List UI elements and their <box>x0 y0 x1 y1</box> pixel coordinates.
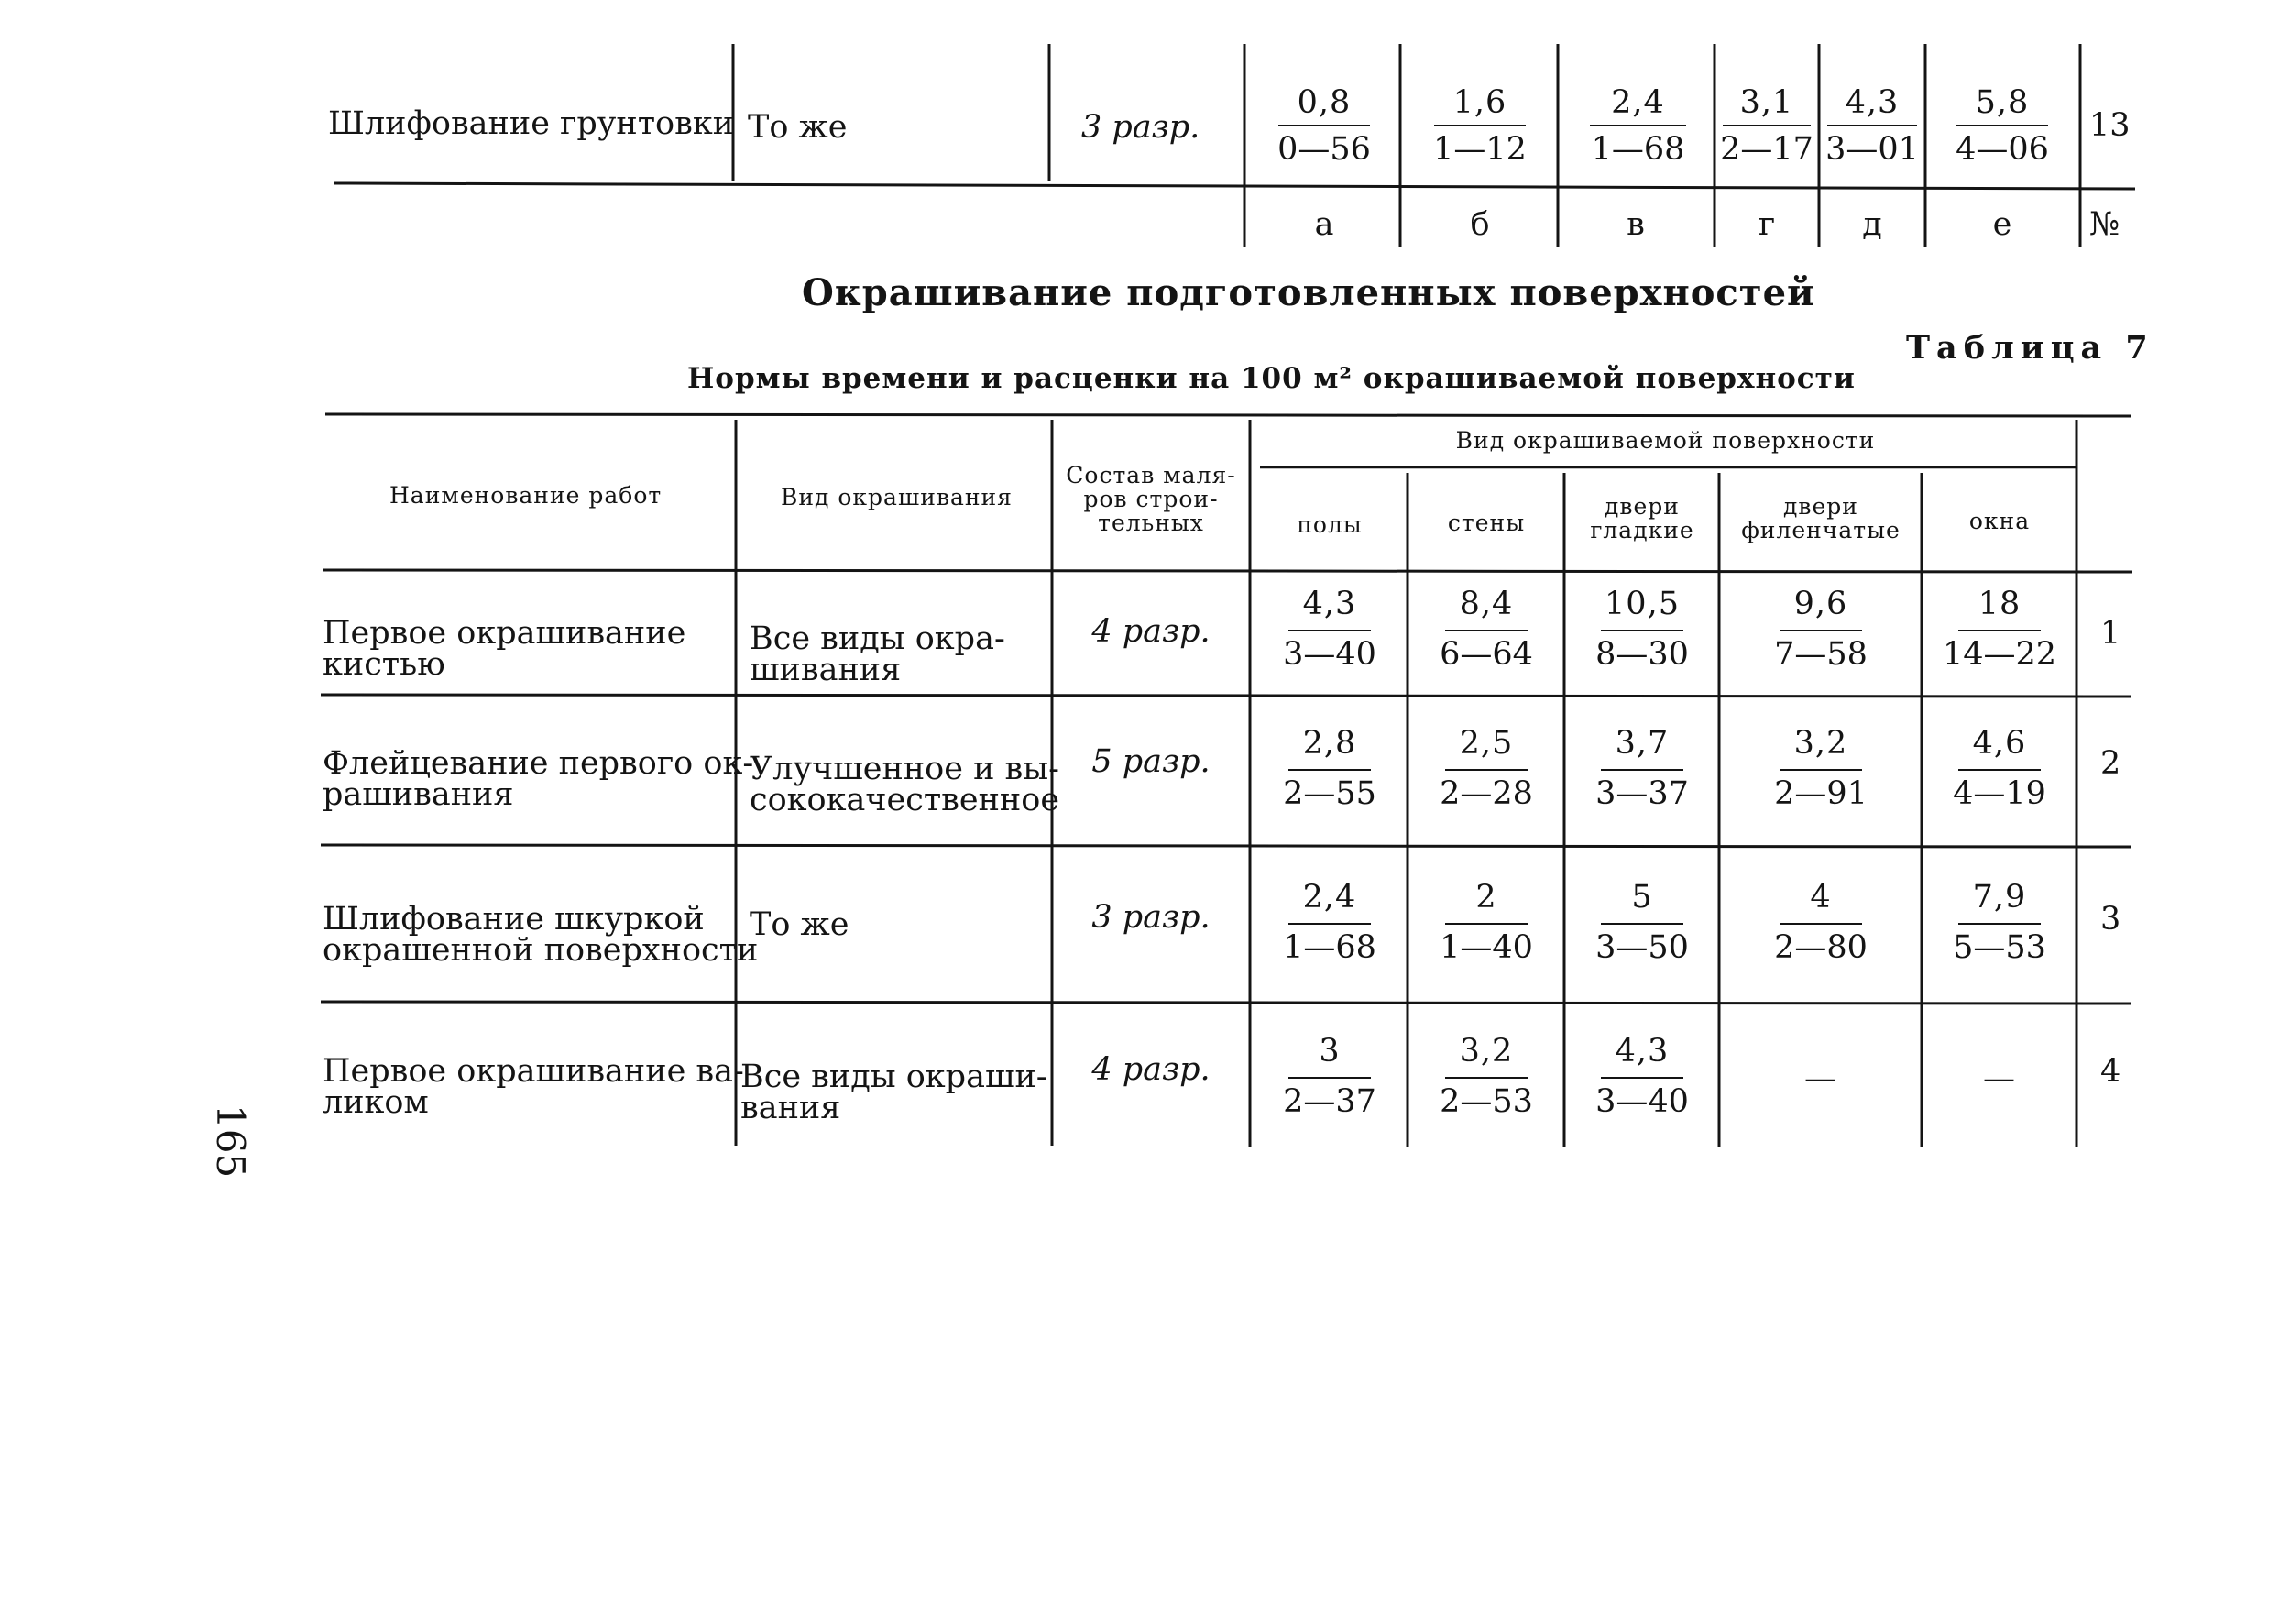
fraction-bar <box>1958 630 2041 631</box>
prev-row-number: 13 <box>2089 107 2131 144</box>
price-value: 3—01 <box>1825 131 1919 168</box>
header-bottom-rule <box>323 570 2132 572</box>
work-name-line2: рашивания <box>323 776 514 813</box>
price-value: 7—58 <box>1774 636 1868 673</box>
header-walls: стены <box>1447 510 1526 536</box>
fraction-bar <box>1723 125 1811 126</box>
fraction-bar <box>1288 630 1371 631</box>
price-value: 4—19 <box>1953 775 2046 812</box>
work-name-line1: Первое окрашивание ва- <box>323 1053 744 1090</box>
fraction-bar <box>1780 769 1862 771</box>
price-value: 3—40 <box>1283 636 1376 673</box>
header-crew-line2: ров строи- <box>1083 486 1219 512</box>
price-value: 3—50 <box>1595 929 1689 966</box>
work-name-line2: окрашенной поверхности <box>323 932 759 969</box>
price-value: 2—80 <box>1774 929 1868 966</box>
painting-kind-line2: сококачественное <box>750 782 1060 818</box>
norm-value: 4,3 <box>1845 84 1900 121</box>
column-letter-c: в <box>1627 206 1645 243</box>
norm-value: 9,6 <box>1793 586 1848 622</box>
fraction-bar <box>1601 630 1683 631</box>
table-label: Таблица 7 <box>1906 329 2154 367</box>
fraction-bar <box>1958 923 2041 925</box>
header-doors-panel-1: двери <box>1783 493 1858 520</box>
row-number: 3 <box>2100 901 2121 938</box>
no-value-dash: — <box>1804 1060 1837 1097</box>
column-letter-a: а <box>1314 206 1334 243</box>
work-name-line1: Шлифование шкуркой <box>323 901 705 938</box>
header-crew-line1: Состав маля- <box>1066 462 1236 488</box>
crew-grade: 4 разр. <box>1091 1051 1211 1088</box>
fraction-bar <box>1278 125 1370 126</box>
row-rule <box>321 1002 2131 1004</box>
norm-value: 7,9 <box>1972 879 2027 916</box>
header-windows: окна <box>1968 508 2031 534</box>
norm-value: 0,8 <box>1297 84 1352 121</box>
price-value: 5—53 <box>1953 929 2046 966</box>
fraction-bar <box>1958 769 2041 771</box>
norm-value: 2,8 <box>1302 725 1357 762</box>
norm-value: 1,6 <box>1452 84 1507 121</box>
price-value: 1—12 <box>1433 131 1527 168</box>
row-number: 1 <box>2100 615 2121 652</box>
number-column-label: № <box>2089 206 2120 243</box>
column-letter-e: д <box>1862 206 1882 243</box>
header-doors-smooth-1: двери <box>1605 493 1680 520</box>
row-rule <box>321 695 2131 697</box>
fraction-bar <box>1956 125 2048 126</box>
norm-value: 2 <box>1475 879 1497 916</box>
norm-value: 4 <box>1810 879 1832 916</box>
norm-value: 2,4 <box>1611 84 1665 121</box>
norm-value: 2,4 <box>1302 879 1357 916</box>
fraction-bar <box>1601 1077 1683 1079</box>
header-doors-panel-2: филенчатые <box>1741 517 1901 543</box>
painting-kind-line1: То же <box>750 906 849 943</box>
norm-value: 3,2 <box>1459 1033 1514 1070</box>
crew-grade: 4 разр. <box>1091 613 1211 650</box>
crew-grade: 3 разр. <box>1091 899 1211 936</box>
price-value: 2—17 <box>1720 131 1813 168</box>
fraction-bar <box>1434 125 1526 126</box>
norm-value: 4,6 <box>1972 725 2027 762</box>
row-rule <box>321 845 2131 847</box>
row-number: 2 <box>2100 745 2121 782</box>
prev-row-crew: 3 разр. <box>1081 109 1200 146</box>
fraction-bar <box>1590 125 1686 126</box>
work-name-line2: кистью <box>323 646 445 683</box>
column-letter-d: г <box>1758 206 1776 243</box>
norm-value: 3,2 <box>1793 725 1848 762</box>
column-letter-b: б <box>1470 206 1490 243</box>
fraction-bar <box>1601 769 1683 771</box>
column-letter-f: е <box>1992 206 2012 243</box>
header-kind: Вид окрашивания <box>781 484 1013 510</box>
price-value: 6—64 <box>1440 636 1533 673</box>
price-value: 1—68 <box>1591 131 1685 168</box>
fraction-bar <box>1445 630 1528 631</box>
price-value: 0—56 <box>1277 131 1371 168</box>
fraction-bar <box>1288 1077 1371 1079</box>
painting-kind-line1: Все виды окраши- <box>740 1059 1047 1095</box>
fraction-bar <box>1780 630 1862 631</box>
price-value: 2—37 <box>1283 1083 1376 1120</box>
fraction-bar <box>1445 1077 1528 1079</box>
header-doors-smooth-2: гладкие <box>1590 517 1694 543</box>
price-value: 3—40 <box>1595 1083 1689 1120</box>
price-value: 2—55 <box>1283 775 1376 812</box>
fraction-bar <box>1445 923 1528 925</box>
table-top-rule <box>325 414 2131 416</box>
work-name-line1: Флейцевание первого ок- <box>323 745 754 782</box>
price-value: 1—68 <box>1283 929 1376 966</box>
prev-table-bottom-rule <box>334 183 2135 189</box>
norm-value: 8,4 <box>1459 586 1514 622</box>
painting-kind-line1: Все виды окра- <box>750 620 1005 657</box>
prev-row-kind: То же <box>748 109 848 146</box>
row-number: 4 <box>2100 1053 2121 1090</box>
fraction-bar <box>1288 769 1371 771</box>
norm-value: 3 <box>1319 1033 1341 1070</box>
price-value: 3—37 <box>1595 775 1689 812</box>
norm-value: 10,5 <box>1605 586 1680 622</box>
norm-value: 4,3 <box>1302 586 1357 622</box>
fraction-bar <box>1780 923 1862 925</box>
header-floors: полы <box>1297 511 1363 538</box>
fraction-bar <box>1288 923 1371 925</box>
header-crew-line3: тельных <box>1098 510 1204 536</box>
painting-kind-line2: шивания <box>750 652 902 688</box>
work-name-line1: Первое окрашивание <box>323 615 686 652</box>
section-title: Окрашивание подготовленных поверхностей <box>802 271 1815 314</box>
table-caption: Нормы времени и расценки на 100 м² окрашиваемой поверхности <box>687 362 1856 395</box>
no-value-dash: — <box>1983 1060 2016 1097</box>
header-name: Наименование работ <box>389 482 663 509</box>
norm-value: 3,7 <box>1615 725 1670 762</box>
norm-value: 5 <box>1631 879 1653 916</box>
fraction-bar <box>1601 923 1683 925</box>
painting-kind-line1: Улучшенное и вы- <box>750 751 1059 787</box>
crew-grade: 5 разр. <box>1091 743 1211 780</box>
fraction-bar <box>1827 125 1917 126</box>
price-value: 2—28 <box>1440 775 1533 812</box>
price-value: 14—22 <box>1942 636 2057 673</box>
norm-value: 3,1 <box>1739 84 1794 121</box>
price-value: 4—06 <box>1956 131 2049 168</box>
painting-kind-line2: вания <box>740 1090 841 1126</box>
norm-value: 2,5 <box>1459 725 1514 762</box>
price-value: 1—40 <box>1440 929 1533 966</box>
work-name-line2: ликом <box>323 1084 429 1121</box>
prev-row-name: Шлифование грунтовки <box>328 105 735 142</box>
page-number: 165 <box>208 1104 253 1179</box>
price-value: 2—53 <box>1440 1083 1533 1120</box>
norm-value: 5,8 <box>1975 84 2030 121</box>
header-surface-group: Вид окрашиваемой поверхности <box>1455 427 1876 454</box>
norm-value: 4,3 <box>1615 1033 1670 1070</box>
norm-value: 18 <box>1978 586 2022 622</box>
price-value: 2—91 <box>1774 775 1868 812</box>
price-value: 8—30 <box>1595 636 1689 673</box>
fraction-bar <box>1445 769 1528 771</box>
